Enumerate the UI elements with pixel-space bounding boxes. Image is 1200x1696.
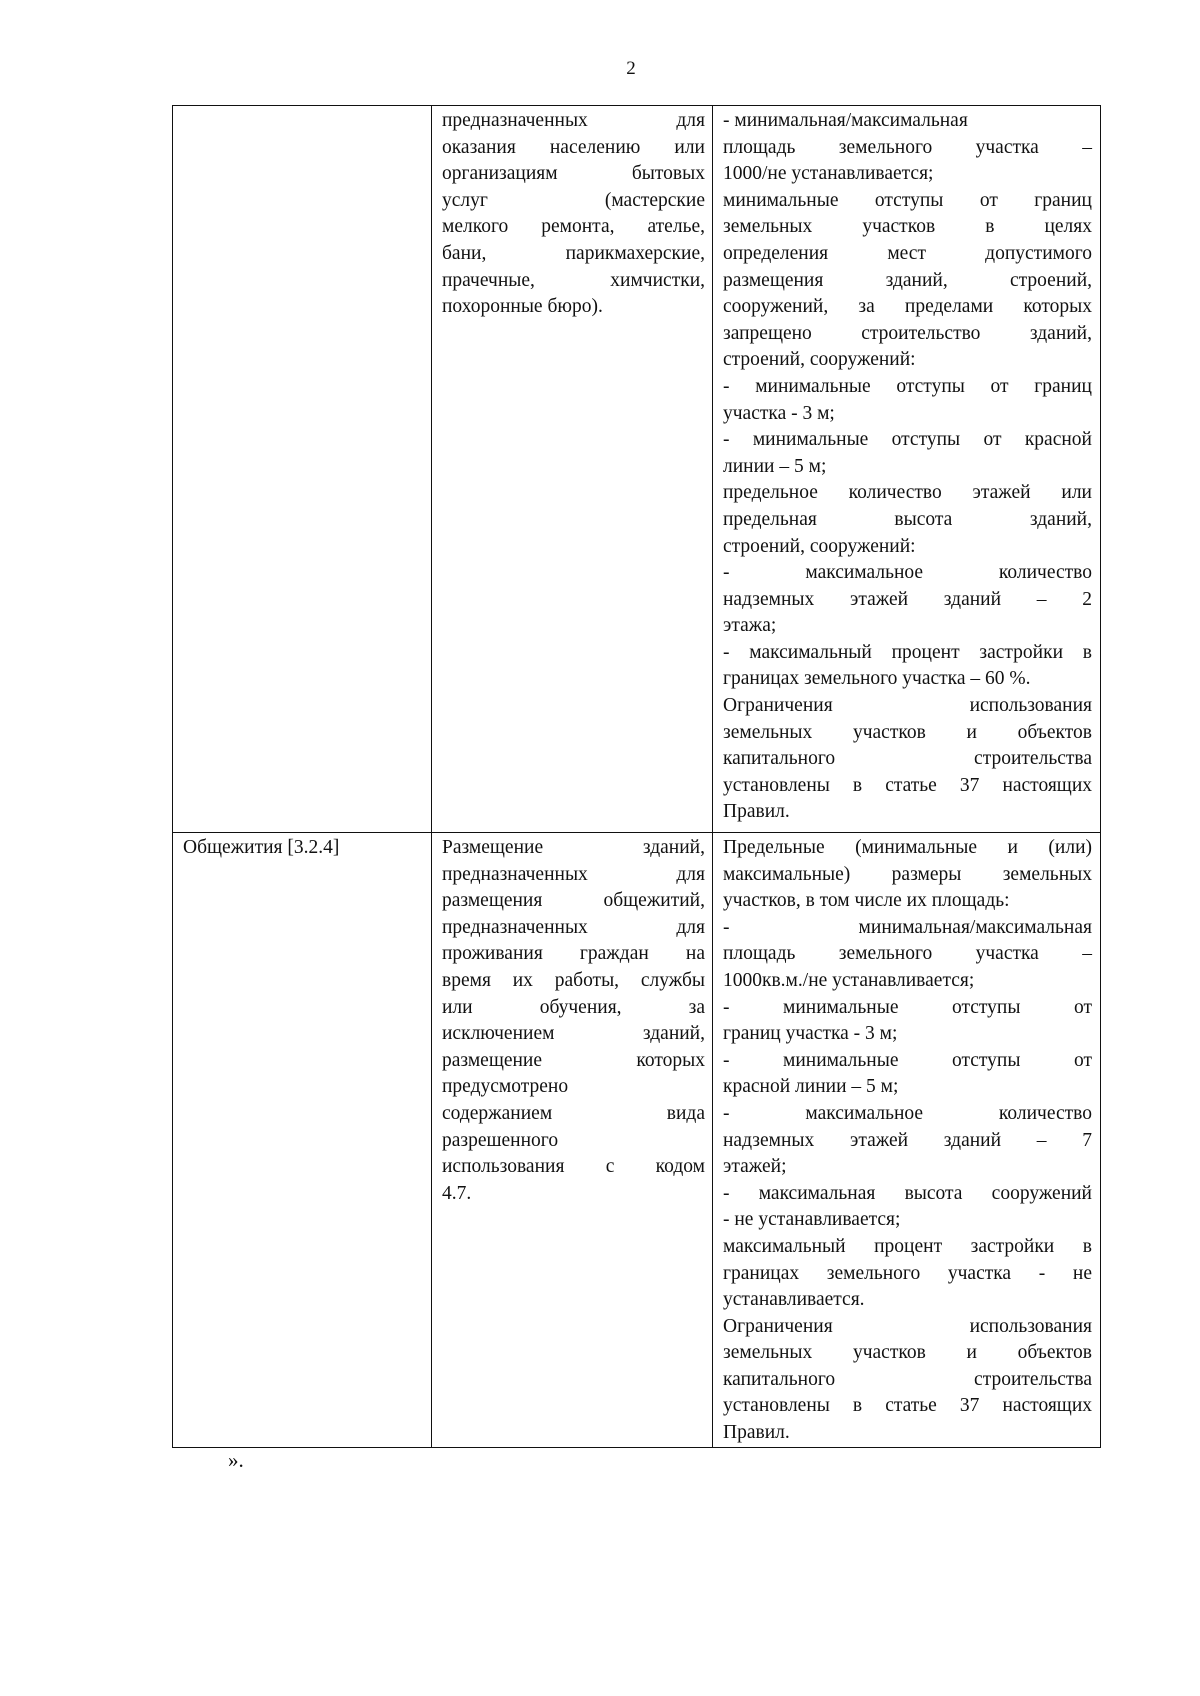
text-line: предельное количество этажей или (723, 482, 1092, 504)
text-line: Ограничения использования (723, 1315, 1092, 1337)
text-line: 4.7. (442, 1182, 472, 1204)
text-line: бани, парикмахерские, (442, 242, 705, 264)
text-line: минимальные отступы от границ (723, 189, 1092, 211)
text-line: надземных этажей зданий – 2 (723, 588, 1092, 610)
text-line: - максимальная высота сооружений (723, 1182, 1092, 1204)
text-line: предназначенных для (442, 863, 705, 885)
text-line: оказания населению или (442, 136, 705, 158)
text-line: красной линии – 5 м; (723, 1076, 899, 1098)
text-line: капитального строительства (723, 1368, 1092, 1390)
text-line: линии – 5 м; (723, 455, 827, 477)
text-line: запрещено строительство зданий, (723, 322, 1092, 344)
text-line: Размещение зданий, (442, 837, 705, 858)
text-line: организациям бытовых (442, 163, 705, 185)
text-line: предельная высота зданий, (723, 508, 1092, 530)
text-line: предназначенных для (442, 110, 705, 131)
land-use-table (172, 105, 1101, 1448)
text-line: этажа; (723, 615, 777, 637)
text-line: похоронные бюро). (442, 296, 603, 318)
text-line: размещения общежитий, (442, 890, 705, 912)
text-line: 1000кв.м./не устанавливается; (723, 969, 975, 991)
table-row (173, 106, 1101, 833)
text-line: площадь земельного участка – (723, 136, 1092, 158)
use-type-cell (173, 833, 432, 1448)
text-line: установлены в статье 37 настоящих (723, 774, 1092, 796)
text-line: - максимальное количество (723, 562, 1092, 584)
text-line: - минимальная/максимальная (723, 110, 968, 131)
text-line: использования с кодом (442, 1156, 705, 1178)
parameters-cell (713, 833, 1101, 1448)
text-line: - минимальные отступы от (723, 996, 1092, 1018)
text-line: - не устанавливается; (723, 1209, 901, 1231)
text-line: максимальные) размеры земельных (723, 863, 1092, 885)
text-line: капитального строительства (723, 748, 1092, 770)
use-type-name: Общежития [3.2.4] (183, 837, 340, 858)
text-line: мелкого ремонта, ателье, (442, 216, 705, 238)
text-line: участков, в том числе их площадь: (723, 890, 1010, 912)
text-line: разрешенного (442, 1129, 559, 1151)
text-line: земельных участков и объектов (723, 1342, 1092, 1364)
text-line: исключением зданий, (442, 1023, 705, 1045)
text-line: границах земельного участка – 60 %. (723, 668, 1031, 690)
text-line: Предельные (минимальные и (или) (723, 837, 1092, 858)
text-line: надземных этажей зданий – 7 (723, 1129, 1092, 1151)
text-line: предусмотрено (442, 1076, 569, 1098)
text-line: Ограничения использования (723, 695, 1092, 717)
text-line: размещения зданий, строений, (723, 269, 1092, 291)
text-line: определения мест допустимого (723, 242, 1092, 264)
text-line: содержанием вида (442, 1102, 705, 1124)
text-line: устанавливается. (723, 1289, 865, 1311)
text-line: этажей; (723, 1156, 787, 1178)
text-line: строений, сооружений: (723, 349, 916, 371)
text-line: - минимальная/максимальная (723, 916, 1092, 938)
text-line: размещение которых (442, 1049, 705, 1071)
text-line: - максимальный процент застройки в (723, 641, 1092, 663)
text-line: земельных участков в целях (723, 216, 1092, 238)
text-line: участка - 3 м; (723, 402, 835, 424)
text-line: - максимальное количество (723, 1102, 1092, 1124)
text-line: установлены в статье 37 настоящих (723, 1395, 1092, 1417)
text-line: прачечные, химчистки, (442, 269, 705, 291)
parameters-cell (713, 106, 1101, 833)
page-number: 2 (626, 58, 636, 79)
text-line: Правил. (723, 1422, 790, 1444)
text-line: - минимальные отступы от границ (723, 375, 1092, 397)
text-line: строений, сооружений: (723, 535, 916, 557)
text-line: максимальный процент застройки в (723, 1235, 1092, 1257)
text-line: границах земельного участка - не (723, 1262, 1092, 1284)
text-line: земельных участков и объектов (723, 721, 1092, 743)
text-line: площадь земельного участка – (723, 943, 1092, 965)
use-type-cell (173, 106, 432, 833)
text-line: 1000/не устанавливается; (723, 163, 934, 185)
closing-quote: ». (228, 1448, 244, 1472)
text-line: предназначенных для (442, 916, 705, 938)
text-line: границ участка - 3 м; (723, 1023, 898, 1045)
table-row (173, 833, 1101, 1448)
text-line: Правил. (723, 801, 790, 823)
text-line: - минимальные отступы от красной (723, 429, 1092, 451)
text-line: сооружений, за пределами которых (723, 296, 1092, 318)
text-line: время их работы, службы (442, 969, 705, 991)
text-line: услуг (мастерские (442, 189, 705, 211)
description-cell (432, 833, 713, 1448)
text-line: проживания граждан на (442, 943, 705, 965)
description-cell (432, 106, 713, 833)
text-line: - минимальные отступы от (723, 1049, 1092, 1071)
text-line: или обучения, за (442, 996, 705, 1018)
